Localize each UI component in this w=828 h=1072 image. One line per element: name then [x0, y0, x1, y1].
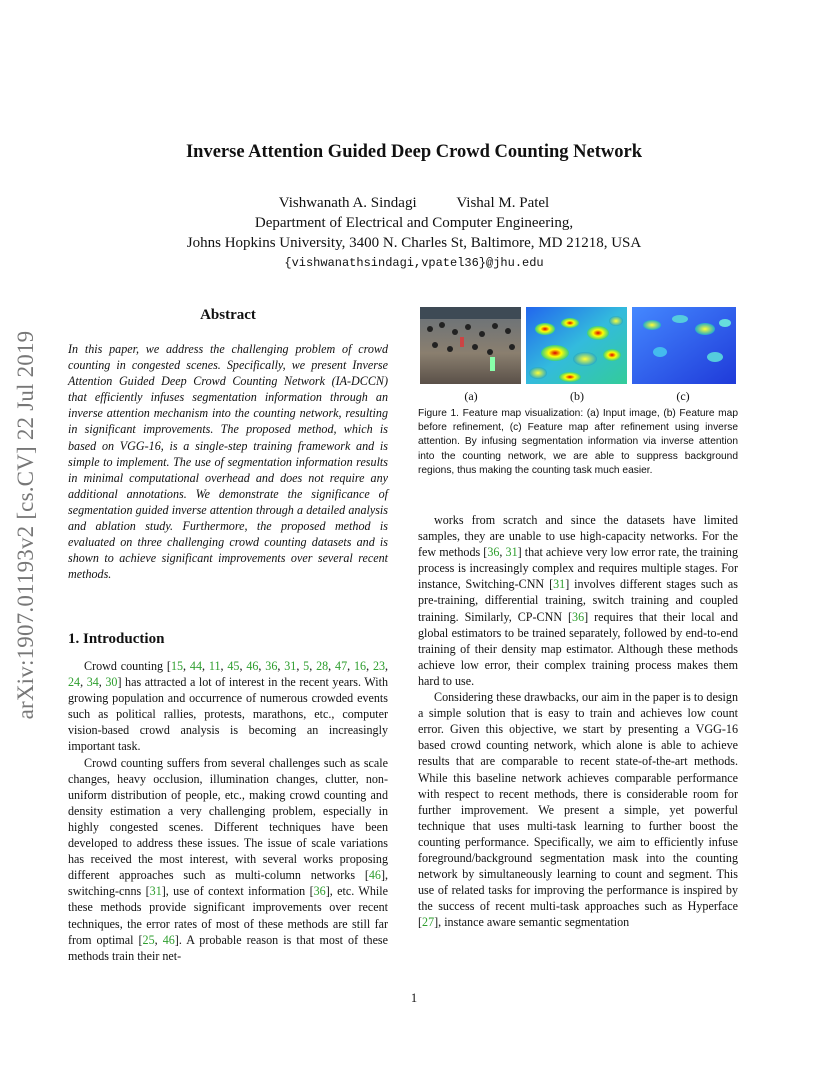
author-list — [0, 195, 828, 212]
figure-1 — [420, 307, 736, 387]
body-paragraph: works from scratch and since the datasets have limited samples, they are unable to use high-capacity networks. For the few methods [36, 31] that achieve very low error rate, the training process is increasingly complex and requires multiple stages. For instance, Switching-CNN [31] involves different stages such as pre-training, differential training, switch training and coupled training. Similarly, CP-CNN [36] requires that their local and global estimators to be trained separately, followed by end-to-end training of their density map estimator. Although these methods achieve low error, their complex training process makes them hard to use. — [418, 513, 739, 688]
citation-link[interactable]: 16 — [353, 659, 367, 673]
paper-title: Inverse Attention Guided Deep Crowd Counting Network — [185, 142, 642, 162]
section-heading: 1. Introduction — [68, 631, 165, 647]
left-column-body — [68, 658, 388, 964]
citation-link[interactable]: 24 — [68, 675, 81, 690]
citation-link[interactable]: 36 — [265, 659, 278, 673]
body-paragraph: Crowd counting [15, 44, 11, 45, 46, 36, 31, 5, 28, 47, 16, 23, 24, 34, 30] has attracted a lot of interest in the recent years. With growing population and occurrence of numerous crowded events such as political rallies, protests, marathons, etc., computer vision-based crowd analysis is becoming an increasingly important task. — [68, 659, 389, 754]
citation-link[interactable]: 45 — [227, 659, 240, 673]
citation-link[interactable]: 44 — [189, 659, 202, 673]
citation-link[interactable]: 27 — [422, 915, 435, 930]
citation-link[interactable]: 31 — [149, 884, 162, 899]
citation-link[interactable]: 34 — [86, 675, 99, 690]
page-number: 1 — [410, 991, 418, 1005]
body-paragraph: Crowd counting suffers from several challenges such as scale changes, heavy occlusion, illumination changes, clutter, non-uniform distribution of people, etc., making crowd counting and density estimation a very challenging problem, especially in highly congested scenes. Different techniques have been developed to address these issues. The issue of scale variations has received the most interest, with several works proposing different approaches such as multi-column networks [46], switching-cnns [31], use of context information [36], etc. While these methods provide significant improvements over recent techniques, the error rates of most of these methods are still far from optimal [25, 46]. A probable reason is that most of these methods train their net- — [68, 755, 389, 963]
citation-link[interactable]: 36 — [572, 609, 585, 624]
arxiv-stamp: arXiv:1907.01193v2 [cs.CV] 22 Jul 2019 — [13, 330, 38, 720]
citation-link[interactable]: 28 — [316, 659, 329, 673]
figure-caption: Figure 1. Feature map visualization: (a) Input image, (b) Feature map before refinement, (c) Feature map after refinement using inverse attention. By infusing segmentation information via inverse attention into the counting network, we are able to suppress background regions, thus making the counting task much easier. — [418, 408, 738, 476]
author-email: {vishwanathsindagi,vpatel36}@jhu.edu — [284, 256, 544, 270]
citation-link[interactable]: 31 — [284, 659, 297, 673]
input-image-thumbnail — [420, 307, 521, 384]
affiliation-line: Johns Hopkins University, 3400 N. Charles St, Baltimore, MD 21218, USA — [186, 235, 642, 251]
citation-link[interactable]: 31 — [505, 545, 518, 560]
author-name: Vishal M. Patel — [456, 195, 550, 211]
figure-label-a: (a) — [464, 389, 478, 403]
citation-link[interactable]: 30 — [105, 675, 118, 690]
citation-link[interactable]: 46 — [246, 659, 259, 673]
citation-link[interactable]: 25 — [142, 932, 155, 947]
citation-link[interactable]: 46 — [162, 932, 175, 947]
author-name: Vishwanath A. Sindagi — [278, 195, 417, 211]
citation-link[interactable]: 36 — [487, 545, 500, 560]
citation-link[interactable]: 15 — [170, 659, 184, 673]
feature-map-after — [632, 307, 736, 384]
citation-link[interactable]: 36 — [313, 884, 326, 899]
citation-link[interactable]: 5 — [303, 659, 310, 673]
figure-label-c: (c) — [676, 389, 690, 403]
abstract-text: In this paper, we address the challenging problem of crowd counting in congested scenes. Specifically, we present Inverse Attention Guided Deep Crowd Counting Network (IA-DCCN) that efficiently infuses segmentation information through an inverse attention mechanism into the counting network, resulting in significant improvements. The proposed method, which is based on VGG-16, is a single-step training framework and is simple to implement. The use of segmentation information results in minimal computational overhead and does not require any additional annotations. We demonstrate the significance of segmentation guided inverse attention through a detailed analysis and ablation study. Furthermore, the proposed method is evaluated on three challenging crowd counting datasets and is shown to achieve significant improvements over several recent methods. — [68, 342, 388, 582]
citation-link[interactable]: 31 — [553, 577, 566, 592]
right-column-body — [418, 512, 738, 930]
body-paragraph: Considering these drawbacks, our aim in the paper is to design a simple solution that is easy to train and achieves low count error. Given this objective, we start by presenting a VGG-16 based crowd counting network, which alone is able to achieve results that are comparable to recent state-of-the-art methods. While this baseline network achieves comparable performance with respect to recent methods, there is considerable room for further improvement. We present a simple, yet powerful technique that uses multi-task learning to further boost the counting performance. Specifically, we aim to efficiently infuse foreground/background segmentation mask into the counting network by simultaneously learning to count and segment. This use of related tasks for improving the performance is inspired by the success of recent multi-task approaches such as Hyperface [27], instance aware semantic segmentation — [418, 690, 738, 930]
abstract-heading: Abstract — [200, 307, 256, 323]
citation-link[interactable]: 47 — [335, 659, 348, 673]
figure-label-b: (b) — [570, 389, 584, 403]
citation-link[interactable]: 46 — [368, 868, 381, 883]
citation-link[interactable]: 23 — [372, 659, 386, 673]
feature-map-before — [526, 307, 627, 384]
affiliation-line: Department of Electrical and Computer Engineering, — [254, 215, 574, 231]
citation-link[interactable]: 11 — [208, 659, 221, 673]
